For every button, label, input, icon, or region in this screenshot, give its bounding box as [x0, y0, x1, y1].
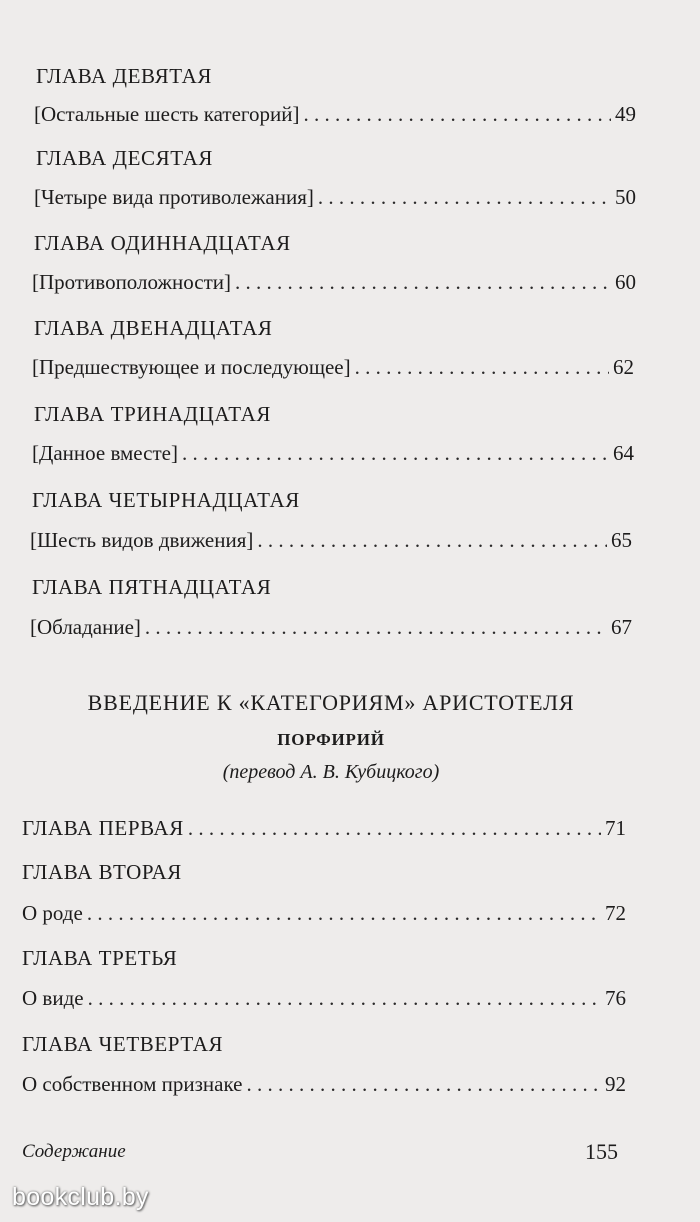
- chapter-heading: ГЛАВА ПЯТНАДЦАТАЯ: [32, 575, 272, 599]
- page-number: 49: [615, 102, 636, 126]
- chapter-heading: ГЛАВА ТРЕТЬЯ: [22, 946, 178, 970]
- page-number: 50: [615, 185, 636, 209]
- chapter-title: [Четыре вида противолежания]: [34, 185, 314, 209]
- toc-line: [22, 988, 626, 1009]
- chapter-heading: ГЛАВА ЧЕТЫРНАДЦАТАЯ: [32, 488, 300, 512]
- leader-dots: [303, 104, 611, 125]
- page-number: 76: [605, 986, 626, 1010]
- page-number: 60: [615, 270, 636, 294]
- leader-dots: [257, 530, 607, 551]
- chapter-heading: ГЛАВА ОДИННАДЦАТАЯ: [34, 231, 291, 255]
- page-number: 71: [605, 816, 626, 840]
- chapter-title: ГЛАВА ПЕРВАЯ: [22, 816, 184, 840]
- toc-line: [30, 530, 632, 551]
- chapter-title: О собственном признаке: [22, 1072, 243, 1096]
- chapter-title: [Шесть видов движения]: [30, 528, 254, 552]
- section-author: ПОРФИРИЙ: [277, 730, 385, 749]
- chapter-heading: ГЛАВА ДЕВЯТАЯ: [36, 64, 212, 88]
- page-number: 72: [605, 901, 626, 925]
- chapter-heading: ГЛАВА ЧЕТВЕРТАЯ: [22, 1032, 224, 1056]
- leader-dots: [188, 818, 601, 839]
- chapter-title: [Предшествующее и последующее]: [32, 355, 351, 379]
- toc-line: [32, 443, 634, 464]
- leader-dots: [355, 357, 609, 378]
- toc-line: [34, 187, 636, 208]
- chapter-title: [Обладание]: [30, 615, 141, 639]
- toc-line: [22, 903, 626, 924]
- leader-dots: [87, 903, 601, 924]
- chapter-title: О виде: [22, 986, 84, 1010]
- chapter-heading: ГЛАВА ТРИНАДЦАТАЯ: [34, 402, 272, 426]
- page-number: 64: [613, 441, 634, 465]
- chapter-heading: ГЛАВА ДВЕНАДЦАТАЯ: [34, 316, 273, 340]
- toc-line: [32, 272, 636, 293]
- page-number: 67: [611, 615, 632, 639]
- leader-dots: [182, 443, 609, 464]
- toc-line: [30, 617, 632, 638]
- page-number: 92: [605, 1072, 626, 1096]
- chapter-title: [Данное вместе]: [32, 441, 178, 465]
- section-title: ВВЕДЕНИЕ К «КАТЕГОРИЯМ» АРИСТОТЕЛЯ: [87, 690, 575, 715]
- chapter-heading: ГЛАВА ВТОРАЯ: [22, 860, 182, 884]
- leader-dots: [235, 272, 611, 293]
- chapter-heading: ГЛАВА ДЕСЯТАЯ: [36, 146, 213, 170]
- chapter-title: [Остальные шесть категорий]: [34, 102, 300, 126]
- footer-page-number: 155: [585, 1139, 618, 1164]
- watermark: bookclub.by: [12, 1183, 149, 1211]
- toc-line: [34, 104, 636, 125]
- leader-dots: [318, 187, 611, 208]
- toc-line: [22, 818, 626, 839]
- leader-dots: [145, 617, 607, 638]
- page-number: 65: [611, 528, 632, 552]
- chapter-title: [Противоположности]: [32, 270, 231, 294]
- section-translator: (перевод А. В. Кубицкого): [222, 761, 440, 783]
- leader-dots: [246, 1074, 601, 1095]
- toc-line: [32, 357, 634, 378]
- toc-line: [22, 1074, 626, 1095]
- page-number: 62: [613, 355, 634, 379]
- chapter-title: О роде: [22, 901, 83, 925]
- leader-dots: [88, 988, 601, 1009]
- running-title: Содержание: [22, 1141, 126, 1162]
